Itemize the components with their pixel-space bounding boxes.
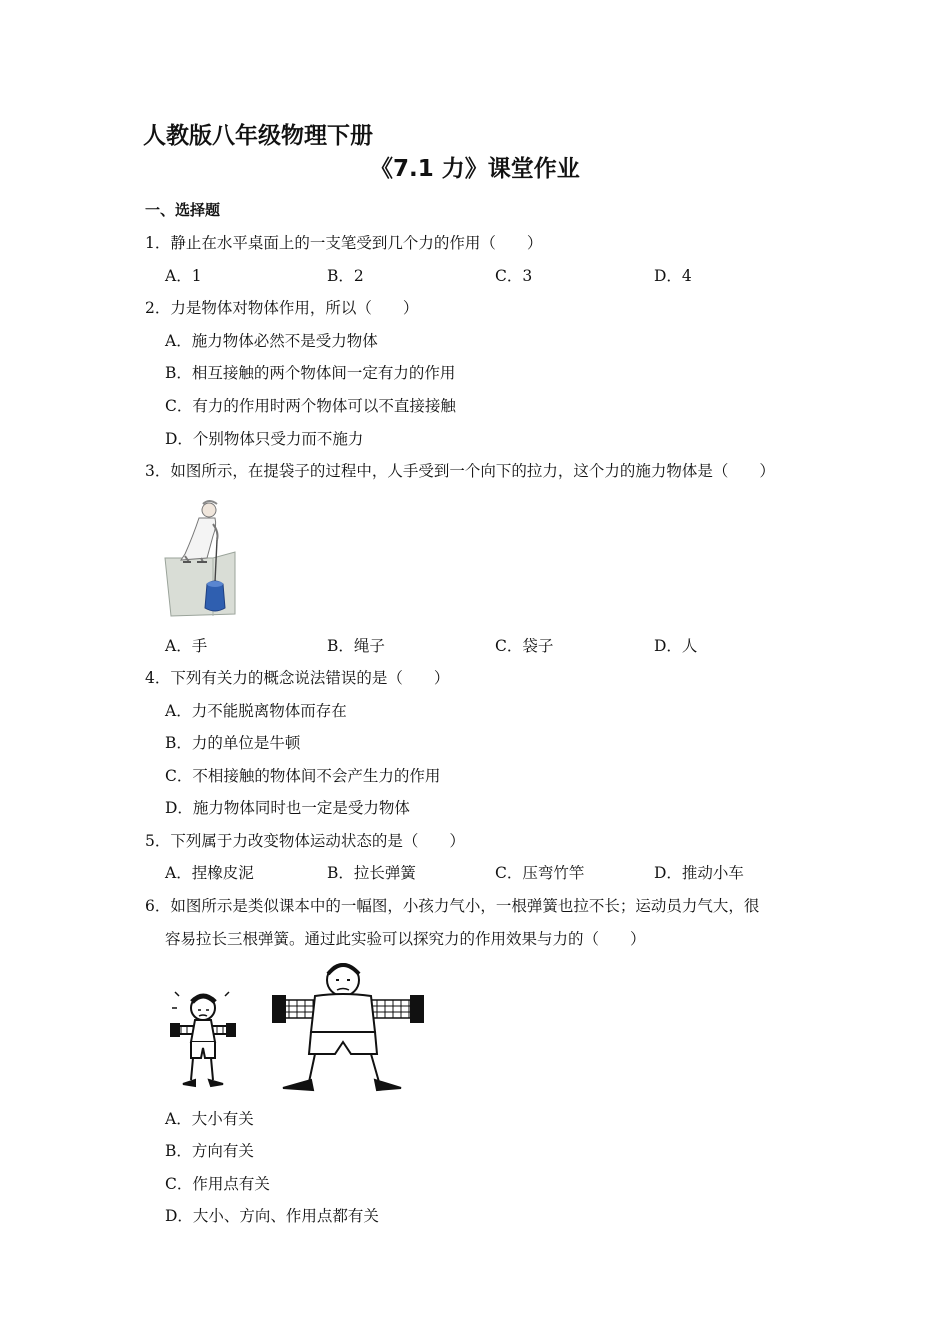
question-6-option-d: D．大小、方向、作用点都有关 xyxy=(165,1207,379,1225)
question-3-option-d: D．人 xyxy=(654,637,698,655)
question-4-option-c: C．不相接触的物体间不会产生力的作用 xyxy=(165,767,441,785)
question-4-stem: 4．下列有关力的概念说法错误的是（ ） xyxy=(145,669,450,687)
question-1-option-c: C．3 xyxy=(495,267,533,285)
child-and-athlete-pulling-springs-illustration xyxy=(165,956,427,1096)
question-2-option-a: A．施力物体必然不是受力物体 xyxy=(165,332,378,350)
question-3-option-b: B．绳子 xyxy=(327,637,385,655)
question-5-option-b: B．拉长弹簧 xyxy=(327,864,416,882)
question-1-option-b: B．2 xyxy=(327,267,364,285)
question-6-option-a: A．大小有关 xyxy=(165,1110,254,1128)
section-heading: 一、选择题 xyxy=(145,201,221,219)
person-lifting-bag-illustration xyxy=(163,496,243,620)
question-5-option-c: C．压弯竹竿 xyxy=(495,864,585,882)
question-6-stem-line2: 容易拉长三根弹簧。通过此实验可以探究力的作用效果与力的（ ） xyxy=(165,930,646,948)
document-title-line2: 《7.1 力》课堂作业 xyxy=(370,156,580,182)
question-6-stem-line1: 6．如图所示是类似课本中的一幅图，小孩力气小，一根弹簧也拉不长；运动员力气大，很 xyxy=(145,897,760,915)
question-5-option-d: D．推动小车 xyxy=(654,864,744,882)
question-2-option-b: B．相互接触的两个物体间一定有力的作用 xyxy=(165,364,456,382)
question-5-stem: 5．下列属于力改变物体运动状态的是（ ） xyxy=(145,832,465,850)
question-1-option-a: A．1 xyxy=(165,267,202,285)
question-4-option-a: A．力不能脱离物体而存在 xyxy=(165,702,347,720)
question-1-stem: 1．静止在水平桌面上的一支笔受到几个力的作用（ ） xyxy=(145,234,543,252)
question-3-option-c: C．袋子 xyxy=(495,637,554,655)
question-5-option-a: A．捏橡皮泥 xyxy=(165,864,254,882)
question-6-option-b: B．方向有关 xyxy=(165,1142,254,1160)
question-3-option-a: A．手 xyxy=(165,637,208,655)
question-2-option-d: D．个别物体只受力而不施力 xyxy=(165,430,364,448)
question-2-option-c: C．有力的作用时两个物体可以不直接接触 xyxy=(165,397,456,415)
question-1-option-d: D．4 xyxy=(654,267,692,285)
document-title-line1: 人教版八年级物理下册 xyxy=(143,123,373,149)
question-3-stem: 3．如图所示，在提袋子的过程中，人手受到一个向下的拉力，这个力的施力物体是（ ） xyxy=(145,462,775,480)
question-4-option-b: B．力的单位是牛顿 xyxy=(165,734,301,752)
question-6-option-c: C．作用点有关 xyxy=(165,1175,270,1193)
question-4-option-d: D．施力物体同时也一定是受力物体 xyxy=(165,799,410,817)
question-2-stem: 2．力是物体对物体作用，所以（ ） xyxy=(145,299,419,317)
